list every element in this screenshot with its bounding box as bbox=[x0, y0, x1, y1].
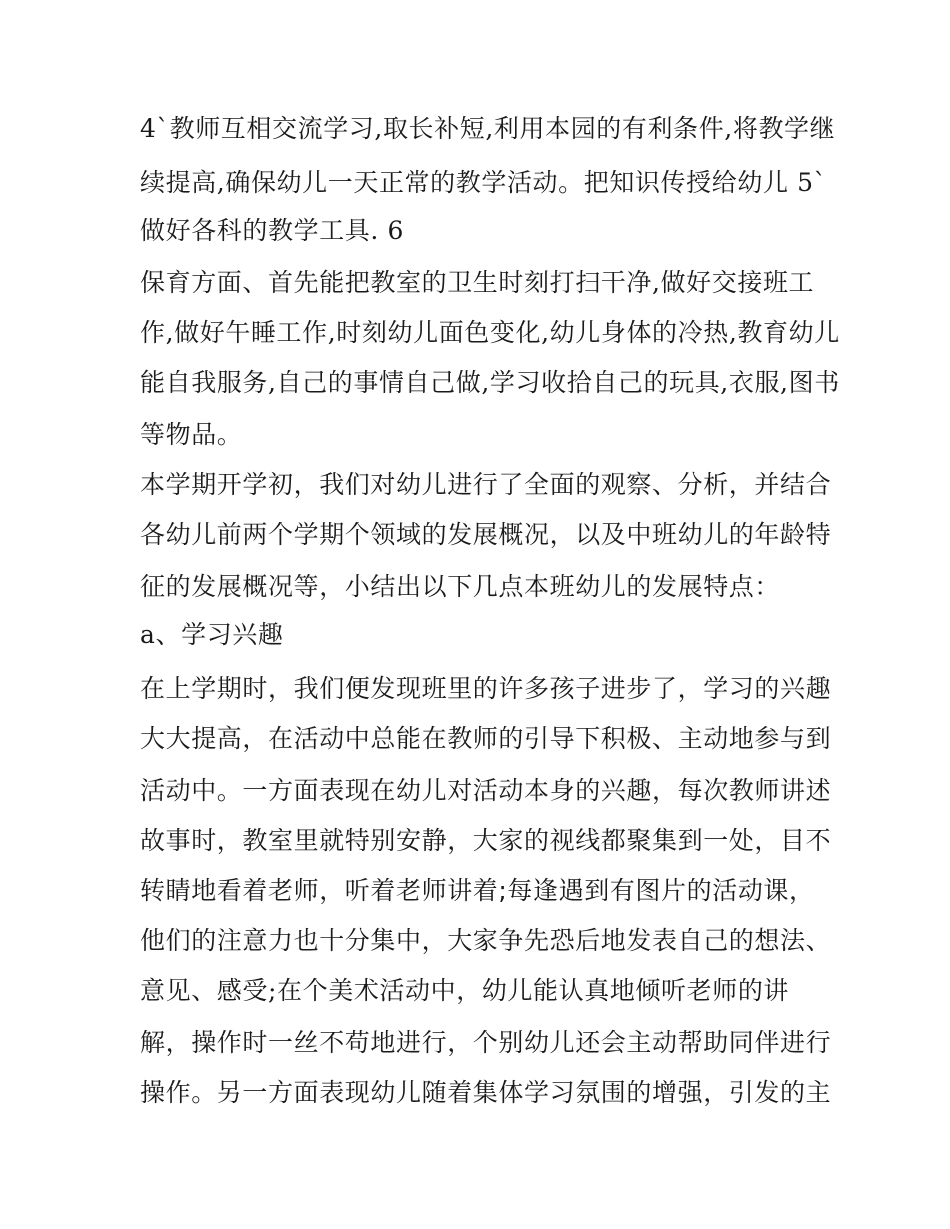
text-line: 做好各科的教学工具. 6 bbox=[140, 216, 405, 245]
text-line: 在上学期时，我们便发现班里的许多孩子进步了，学习的兴趣 bbox=[140, 674, 832, 703]
text-line: 各幼儿前两个学期个领域的发展概况，以及中班幼儿的年龄特 bbox=[140, 520, 832, 549]
text-line: 解，操作时一丝不苟地进行，个别幼儿还会主动帮助同伴进行 bbox=[140, 1028, 832, 1057]
text-line: 本学期开学初，我们对幼儿进行了全面的观察、分析，并结合 bbox=[140, 470, 832, 499]
text-line: 大大提高，在活动中总能在教师的引导下积极、主动地参与到 bbox=[140, 724, 832, 753]
text-line: 操作。另一方面表现幼儿随着集体学习氛围的增强，引发的主 bbox=[140, 1078, 832, 1107]
text-line: 意见、感受;在个美术活动中，幼儿能认真地倾听老师的讲 bbox=[140, 976, 790, 1005]
text-line: 转睛地看着老师，听着老师讲着;每逢遇到有图片的活动课， bbox=[140, 876, 815, 905]
text-line: 作,做好午睡工作,时刻幼儿面色变化,幼儿身体的冷热,教育幼儿 bbox=[140, 318, 840, 347]
text-line: 征的发展概况等，小结出以下几点本班幼儿的发展特点： bbox=[140, 572, 781, 601]
text-line: 保育方面、首先能把教室的卫生时刻打扫干净,做好交接班工 bbox=[140, 268, 815, 297]
text-line: 能自我服务,自己的事情自己做,学习收拾自己的玩具,衣服,图书 bbox=[140, 368, 840, 397]
text-line: 续提高,确保幼儿一天正常的教学活动。把知识传授给幼儿 5` bbox=[140, 168, 827, 197]
text-line: 活动中。一方面表现在幼儿对活动本身的兴趣，每次教师讲述 bbox=[140, 776, 832, 805]
text-line: 故事时，教室里就特别安静，大家的视线都聚集到一处，目不 bbox=[140, 826, 832, 855]
text-line: 4`教师互相交流学习,取长补短,利用本园的有利条件,将教学继 bbox=[140, 114, 836, 143]
text-line: 等物品。 bbox=[140, 420, 243, 449]
section-heading: a、学习兴趣 bbox=[140, 620, 284, 649]
text-line: 他们的注意力也十分集中，大家争先恐后地发表自己的想法、 bbox=[140, 926, 832, 955]
